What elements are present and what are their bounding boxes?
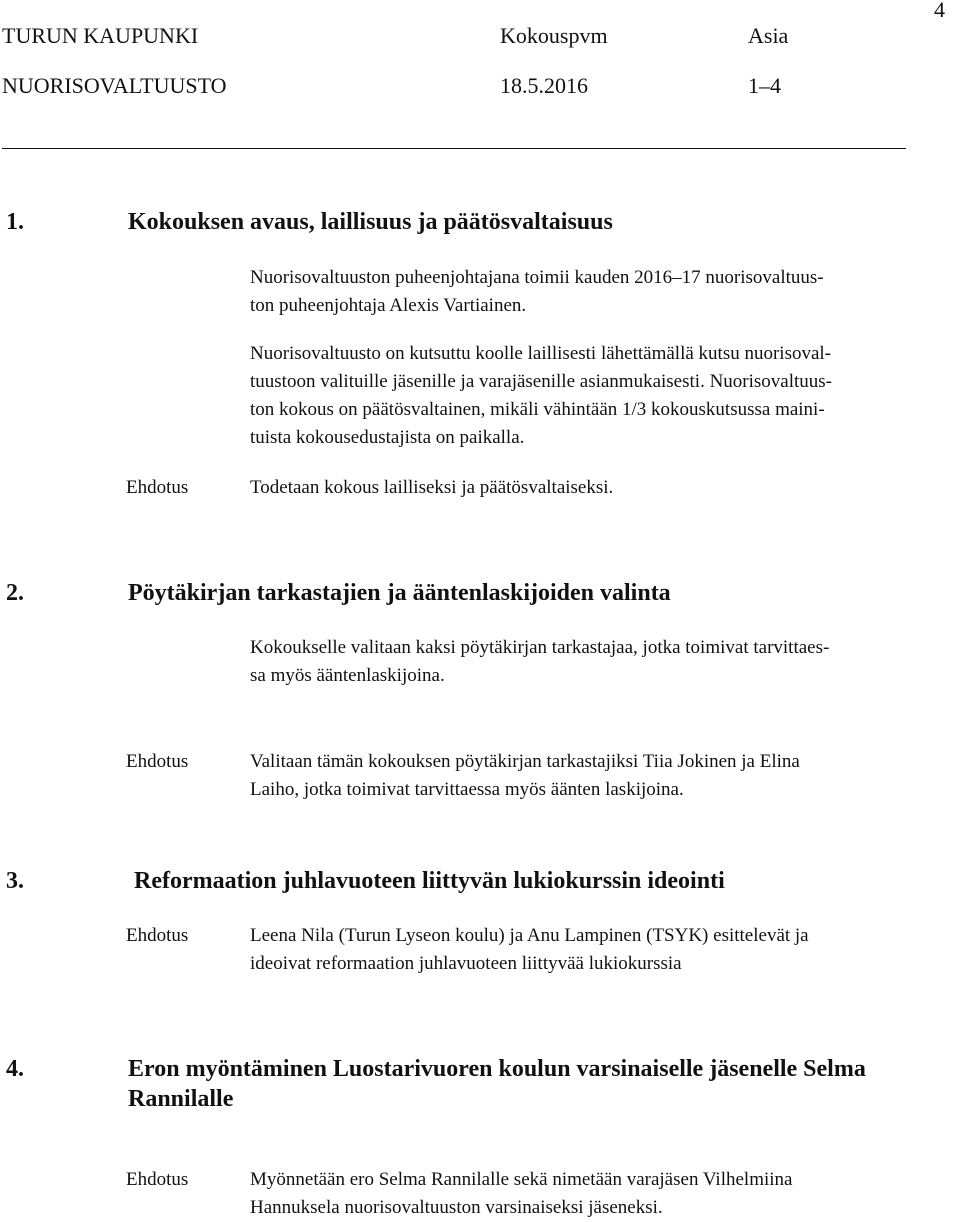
text-line: Leena Nila (Turun Lyseon koulu) ja Anu Lampinen (TSYK) esittelevät ja — [250, 925, 809, 946]
item-title: Kokouksen avaus, laillisuus ja päätösvaltaisuus — [128, 209, 613, 235]
item-number: 3. — [6, 868, 24, 894]
proposal-text — [250, 1166, 792, 1222]
title-line: Rannilalle — [128, 1086, 234, 1112]
proposal-label: Ehdotus — [126, 1169, 189, 1190]
text-line: ideoivat reformaation juhlavuoteen liittyvää lukiokurssia — [250, 953, 682, 974]
text-line: Valitaan tämän kokouksen pöytäkirjan tarkastajiksi Tiia Jokinen ja Elina — [250, 751, 800, 772]
header-rule — [2, 148, 906, 149]
proposal-text — [250, 474, 613, 502]
item-paragraph — [250, 634, 829, 690]
item-title: Pöytäkirjan tarkastajien ja ääntenlaskijoiden valinta — [128, 580, 671, 606]
text-line: Todetaan kokous lailliseksi ja päätösvaltaiseksi. — [250, 477, 614, 498]
item-number: 4. — [6, 1056, 24, 1082]
item-heading — [6, 866, 906, 896]
text-line: Myönnetään ero Selma Rannilalle sekä nimetään varajäsen Vilhelmiina — [250, 1169, 793, 1190]
title-line: Eron myöntäminen Luostarivuoren koulun varsinaiselle jäsenelle Selma — [128, 1056, 866, 1082]
text-line: Laiho, jotka toimivat tarvittaessa myös äänten laskijoina. — [250, 779, 684, 800]
text-line: ton puheenjohtaja Alexis Vartiainen. — [250, 295, 527, 316]
item-heading — [6, 207, 906, 237]
proposal-label: Ehdotus — [126, 477, 189, 498]
header-item-value: 1–4 — [748, 73, 781, 98]
text-line: ton kokous on päätösvaltainen, mikäli vähintään 1/3 kokouskutsussa maini- — [250, 399, 825, 420]
item-paragraph — [250, 340, 832, 452]
header-date-value: 18.5.2016 — [500, 73, 588, 98]
proposal-label: Ehdotus — [126, 751, 189, 772]
header-dept: NUORISOVALTUUSTO — [2, 73, 227, 98]
text-line: Hannuksela nuorisovaltuuston varsinaiseksi jäseneksi. — [250, 1197, 663, 1218]
header-org: TURUN KAUPUNKI — [2, 23, 199, 48]
item-heading — [6, 578, 906, 608]
text-line: tuustoon valituille jäsenille ja varajäsenille asianmukaisesti. Nuorisovaltuus- — [250, 371, 833, 392]
text-line: sa myös ääntenlaskijoina. — [250, 665, 445, 686]
text-line: Nuorisovaltuuston puheenjohtajana toimii kauden 2016–17 nuorisovaltuus- — [250, 267, 824, 288]
proposal-text — [250, 922, 809, 978]
proposal-text — [250, 748, 800, 804]
item-title: Reformaation juhlavuoteen liittyvän lukiokurssin ideointi — [134, 868, 725, 894]
item-title — [128, 1054, 866, 1114]
page-number: 4 — [934, 0, 945, 22]
item-number: 2. — [6, 580, 24, 606]
text-line: Nuorisovaltuusto on kutsuttu koolle laillisesti lähettämällä kutsu nuorisoval- — [250, 343, 832, 364]
proposal-label: Ehdotus — [126, 925, 189, 946]
item-paragraph — [250, 264, 824, 320]
item-number: 1. — [6, 209, 24, 235]
text-line: Kokoukselle valitaan kaksi pöytäkirjan tarkastajaa, jotka toimivat tarvittaes- — [250, 637, 830, 658]
item-heading — [6, 1054, 906, 1114]
header-date-label: Kokouspvm — [500, 23, 608, 48]
header-item-label: Asia — [748, 23, 789, 48]
text-line: tuista kokousedustajista on paikalla. — [250, 427, 525, 448]
